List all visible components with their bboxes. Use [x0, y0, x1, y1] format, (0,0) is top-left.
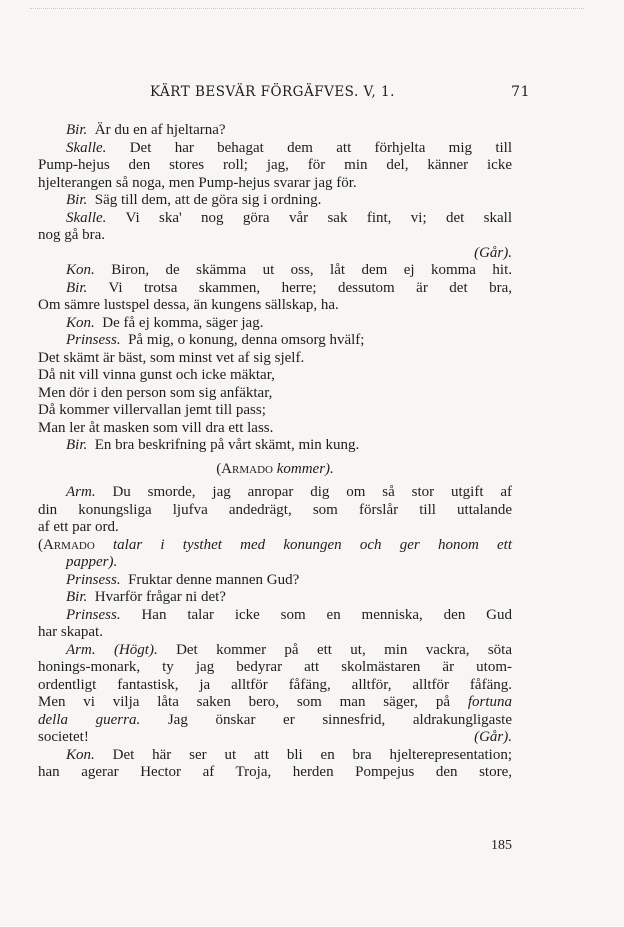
dialogue-line: [38, 589, 512, 607]
verse-line: Man ler åt masken som vill dra ett lass.: [38, 419, 274, 436]
text-line: [38, 694, 512, 712]
verse-line: Då kommer villervallan jemt till pass;: [38, 402, 266, 418]
text-line: af ett par ord.: [38, 519, 119, 535]
speaker: Bir.: [66, 589, 88, 605]
speech: Vi ska' nog göra vår sak fint, vi; det skall: [125, 209, 513, 226]
text-line: din konungsliga ljufva andedrägt, som förslår till uttalande: [38, 501, 512, 518]
stage-direction-text: kommer).: [276, 460, 334, 477]
italic-phrase: fortuna: [467, 694, 512, 710]
speech: En bra beskrifning på vårt skämt, min kung.: [94, 437, 360, 453]
text-line: ordentligt fantastisk, ja alltför fåfäng, alltför, alltför fåfäng.: [38, 676, 512, 693]
speech: Det kommer på ett ut, min vackra, söta: [176, 641, 512, 658]
text-line: hjelterangen så noga, men Pump-hejus svarar jag för.: [38, 174, 357, 191]
speaker: Skalle.: [66, 209, 107, 226]
speaker: Prinsess.: [66, 606, 121, 623]
signature-number: 185: [491, 838, 512, 853]
dialogue-line: [38, 642, 512, 660]
speech: Säg till dem, att de göra sig i ordning.: [94, 192, 322, 208]
text-line: honings-monark, ty jag bedyrar att skolmästaren är utom-: [38, 659, 512, 675]
stage-direction-text: (Högt).: [113, 641, 158, 658]
stage-direction: (Går).: [474, 244, 512, 261]
stage-direction-text: talar i tysthet med konungen och ger honom ett: [113, 536, 513, 553]
play-text: [38, 122, 512, 782]
text-line: societet!: [38, 729, 89, 745]
dialogue-line: [38, 607, 512, 625]
text-line: nog gå bra.: [38, 227, 106, 243]
dialogue-line: [38, 747, 512, 765]
stage-direction: [38, 461, 512, 479]
speech: De få ej komma, säger jag.: [102, 314, 264, 331]
speech: Du smorde, jag anropar dig om så stor utgift af: [112, 484, 512, 500]
text-line: han agerar Hector af Troja, herden Pompejus den store,: [38, 764, 512, 780]
italic-phrase: della guerra.: [38, 711, 141, 728]
dialogue-line: [38, 140, 512, 158]
dialogue-line: [38, 572, 512, 590]
speech: På mig, o konung, denna omsorg hvälf;: [128, 332, 365, 348]
page-number: 71: [511, 84, 530, 100]
dialogue-line: [38, 210, 512, 228]
speaker: Skalle.: [66, 139, 107, 156]
verse-line: Då nit vill vinna gunst och icke mäktar,: [38, 367, 275, 383]
speaker: Arm.: [66, 484, 96, 500]
speech: Men vi vilja låta saken bero, som man säger, på: [38, 694, 450, 710]
running-title: KÄRT BESVÄR FÖRGÄFVES. V, 1.: [150, 84, 395, 100]
speaker: Bir.: [66, 279, 88, 296]
text-line: Om sämre lustspel dessa, än kungens sällskap, ha.: [38, 297, 339, 313]
verse-line: Det skämt är bäst, som minst vet af sig sjelf.: [38, 349, 305, 366]
speech: Vi trotsa skammen, herre; dessutom är det bra,: [108, 279, 513, 296]
speaker: Bir.: [66, 122, 88, 138]
speaker: Bir.: [66, 192, 88, 208]
speech: Hvarför frågar ni det?: [94, 589, 226, 605]
running-header: [150, 84, 530, 100]
speaker: Kon.: [66, 262, 95, 278]
dialogue-line: [38, 437, 512, 455]
speaker: Arm.: [66, 641, 96, 658]
speaker: Bir.: [66, 437, 88, 453]
dialogue-line: [38, 122, 512, 140]
dialogue-line: [38, 484, 512, 502]
speaker: Kon.: [66, 746, 95, 763]
speech: Det här ser ut att bli en bra hjelterepresentation;: [112, 746, 512, 763]
text-line: Pump-hejus den stores roll; jag, för min del, känner icke: [38, 157, 512, 173]
speech: Det har behagat dem att förhjelta mig till: [129, 139, 512, 156]
speech: Jag önskar er sinnesfrid, aldrakungligaste: [167, 711, 512, 728]
speech: Är du en af hjeltarna?: [94, 122, 226, 138]
speaker: Prinsess.: [66, 571, 121, 588]
dialogue-line: [38, 192, 512, 210]
stage-direction: [38, 537, 512, 555]
speaker: Kon.: [66, 314, 95, 331]
speaker: Prinsess.: [66, 332, 121, 348]
speech: Han talar icke som en menniska, den Gud: [141, 606, 513, 623]
dialogue-line: [38, 315, 512, 333]
scan-edge-noise: [30, 8, 584, 11]
speech: Fruktar denne mannen Gud?: [128, 571, 300, 588]
dialogue-line: [38, 332, 512, 350]
stage-direction: papper).: [66, 554, 118, 570]
dialogue-line: [38, 280, 512, 298]
speech: Biron, de skämma ut oss, låt dem ej komma hit.: [111, 262, 512, 278]
verse-line: Men dör i den person som sig anfäktar,: [38, 384, 273, 401]
text-line: [38, 712, 512, 730]
stage-direction-name: (Armado: [216, 460, 273, 477]
text-line: har skapat.: [38, 624, 103, 640]
stage-direction: (Går).: [474, 729, 512, 745]
dialogue-line: [38, 262, 512, 280]
stage-direction-name: (Armado: [38, 536, 95, 553]
